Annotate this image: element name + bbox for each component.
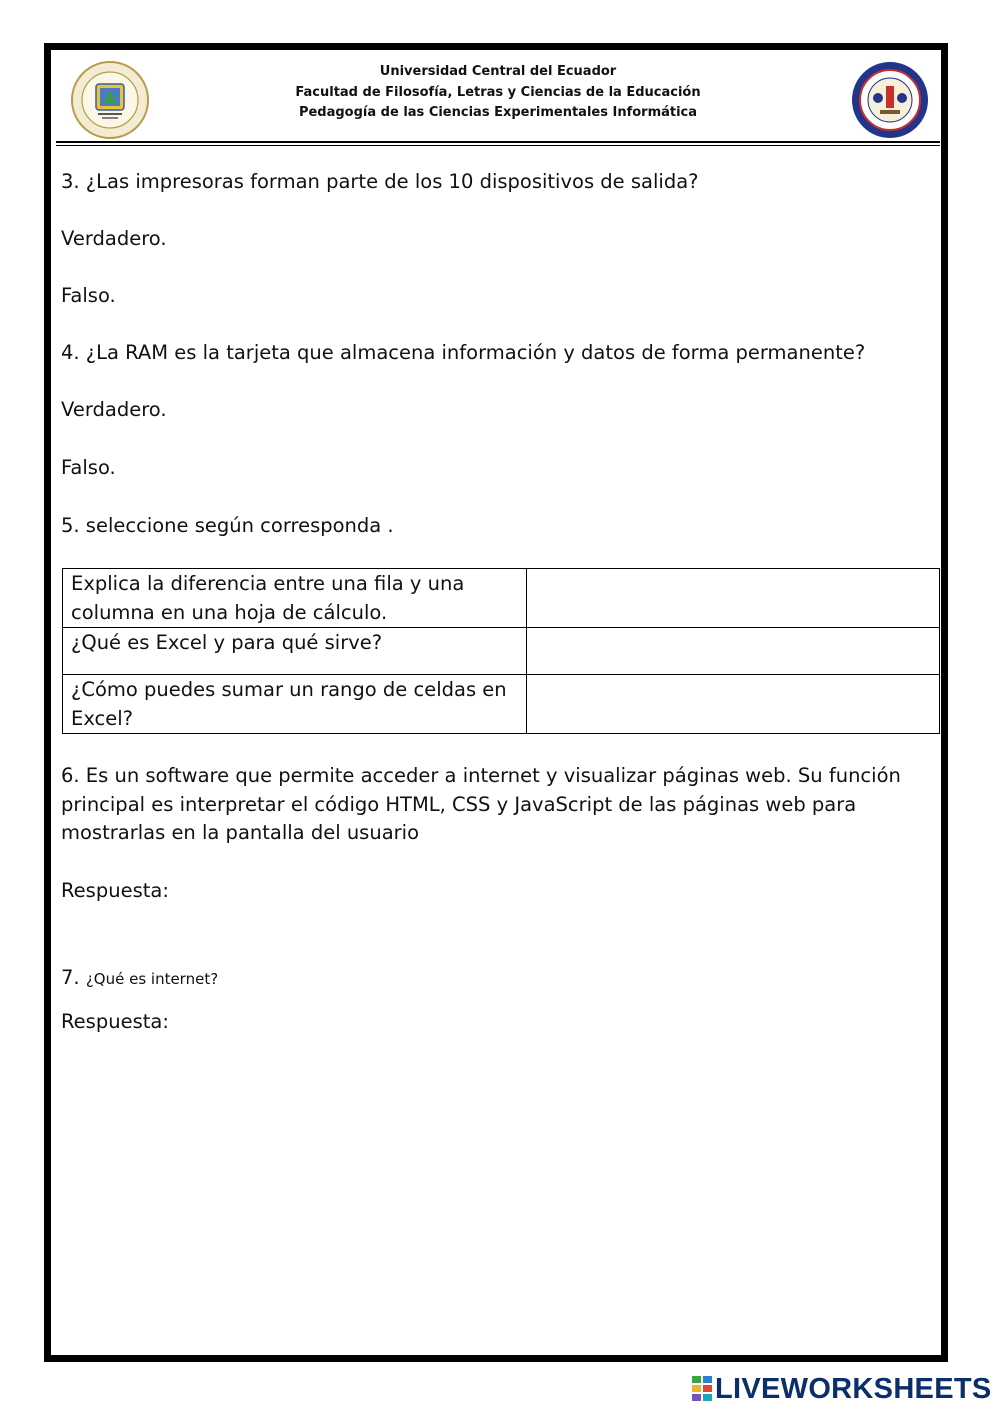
table-row	[63, 569, 940, 628]
program-name: Pedagogía de las Ciencias Experimentales Informática	[298, 105, 698, 120]
faculty-name: Facultad de Filosofía, Letras y Ciencias de la Educación	[295, 84, 701, 100]
liveworksheets-logo-icon	[692, 1376, 712, 1402]
question-6-text: 6. Es un software que permite acceder a internet y visualizar páginas web. Su función principal es interpretar el código HTML, CSS y JavaScript de las páginas web para mostrarlas en la pantalla del usuario	[61, 764, 901, 844]
question-4-option-true[interactable]: Verdadero.	[61, 398, 167, 421]
question-3-text: 3. ¿Las impresoras forman parte de los 10 dispositivos de salida?	[61, 170, 699, 193]
table-prompt-cell: ¿Qué es Excel y para qué sirve?	[63, 628, 527, 675]
table-answer-cell[interactable]	[527, 628, 940, 675]
table-prompt-cell: Explica la diferencia entre una fila y una columna en una hoja de cálculo.	[63, 569, 527, 628]
question-4-text: 4. ¿La RAM es la tarjeta que almacena información y datos de forma permanente?	[61, 341, 866, 364]
question-6-answer-label: Respuesta:	[61, 879, 169, 902]
faculty-seal-logo	[850, 60, 930, 140]
header-rule-thin	[56, 145, 940, 146]
question-4-option-false[interactable]: Falso.	[61, 456, 116, 479]
table-prompt-cell: ¿Cómo puedes sumar un rango de celdas en Excel?	[63, 675, 527, 734]
table-row	[63, 675, 940, 734]
table-answer-cell[interactable]	[527, 569, 940, 628]
table-answer-cell[interactable]	[527, 675, 940, 734]
brand-text: LIVEWORKSHEETS	[715, 1372, 992, 1405]
university-name: Universidad Central del Ecuador	[379, 64, 617, 79]
liveworksheets-brand	[692, 1374, 992, 1404]
question-5-table	[62, 568, 940, 734]
question-3-option-false[interactable]: Falso.	[61, 284, 116, 307]
question-3-option-true[interactable]: Verdadero.	[61, 227, 167, 250]
question-7-answer-label: Respuesta:	[61, 1010, 169, 1033]
table-row	[63, 628, 940, 675]
document-header	[60, 58, 936, 142]
question-7-number: 7.	[61, 966, 80, 989]
question-7-prompt: ¿Qué es internet?	[85, 970, 219, 988]
question-7-text	[61, 964, 218, 993]
question-5-text: 5. seleccione según corresponda .	[61, 514, 394, 537]
header-rule	[56, 141, 940, 143]
